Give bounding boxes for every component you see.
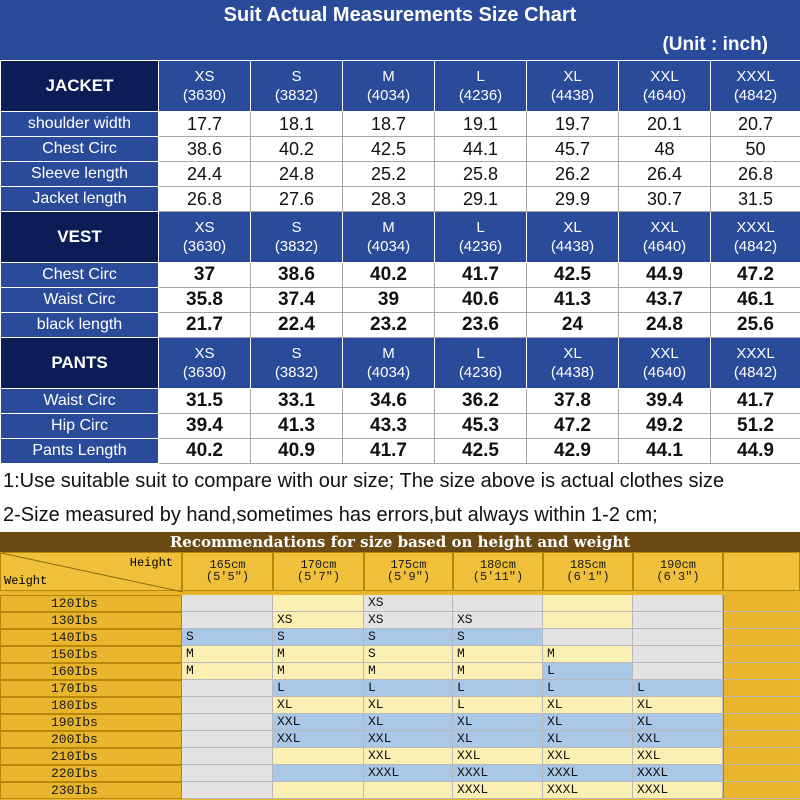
- measurement-value: 37: [159, 263, 251, 288]
- measurement-value: 44.9: [711, 439, 800, 464]
- height-ft: (6'1"): [566, 570, 610, 584]
- height-header-cell: [453, 552, 543, 591]
- size-recommendation-cell: XXL: [453, 748, 543, 765]
- size-code: (4034): [366, 364, 411, 381]
- measurement-value: 42.9: [527, 439, 619, 464]
- empty-trailing-cell: [723, 663, 800, 680]
- measurement-value: 30.7: [619, 187, 711, 212]
- size-recommendation-cell: XL: [364, 714, 453, 731]
- size-recommendation-cell: XXL: [633, 748, 723, 765]
- measurement-label: Hip Circ: [1, 414, 159, 439]
- measurement-value: 28.3: [343, 187, 435, 212]
- empty-trailing-cell: [723, 595, 800, 612]
- measurement-value: 20.1: [619, 112, 711, 137]
- size-recommendation-cell: [273, 748, 364, 765]
- size-name: XXL: [650, 68, 679, 85]
- size-recommendation-cell: XXXL: [543, 782, 633, 799]
- size-code: (4236): [458, 238, 503, 255]
- size-recommendation-cell: S: [273, 629, 364, 646]
- size-name: XS: [194, 68, 215, 85]
- size-recommendation-cell: XS: [364, 612, 453, 629]
- measurement-value: 26.2: [527, 162, 619, 187]
- size-name: XXL: [650, 345, 679, 362]
- size-recommendation-cell: [182, 595, 273, 612]
- size-recommendation-cell: XL: [633, 697, 723, 714]
- measurement-label: Chest Circ: [1, 137, 159, 162]
- height-ft: (5'11"): [472, 570, 524, 584]
- size-header-cell: [711, 338, 800, 389]
- size-header-cell: [711, 212, 800, 263]
- size-header-cell: [159, 338, 251, 389]
- size-recommendation-cell: [182, 680, 273, 697]
- size-recommendation-cell: [364, 782, 453, 799]
- measurement-value: 37.8: [527, 389, 619, 414]
- size-name: XL: [563, 68, 582, 85]
- measurement-value: 18.7: [343, 112, 435, 137]
- measurement-value: 24: [527, 313, 619, 338]
- size-name: M: [382, 345, 395, 362]
- weight-label: 200Ibs: [0, 731, 182, 748]
- size-code: (4842): [733, 87, 778, 104]
- size-code: (4438): [550, 238, 595, 255]
- size-recommendation-cell: [453, 595, 543, 612]
- size-name: L: [476, 219, 485, 236]
- size-header-cell: [527, 61, 619, 112]
- size-recommendation-cell: XL: [453, 714, 543, 731]
- measurement-table: [0, 60, 800, 464]
- measurement-value: 45.3: [435, 414, 527, 439]
- measurement-value: 40.2: [251, 137, 343, 162]
- size-recommendation-cell: [182, 714, 273, 731]
- size-header-cell: [343, 61, 435, 112]
- size-name: XS: [194, 219, 215, 236]
- size-name: M: [382, 68, 395, 85]
- height-cm: 165cm: [209, 558, 246, 572]
- size-recommendation-cell: M: [273, 663, 364, 680]
- measurement-value: 44.1: [435, 137, 527, 162]
- size-recommendation-cell: M: [364, 663, 453, 680]
- measurement-value: 23.2: [343, 313, 435, 338]
- measurement-value: 31.5: [711, 187, 800, 212]
- size-name: L: [476, 68, 485, 85]
- size-code: (4640): [642, 238, 687, 255]
- height-ft: (5'7"): [296, 570, 341, 584]
- measurement-value: 41.7: [711, 389, 800, 414]
- measurement-value: 22.4: [251, 313, 343, 338]
- empty-trailing-cell: [723, 697, 800, 714]
- height-cm: 190cm: [659, 558, 696, 572]
- measurement-value: 24.8: [619, 313, 711, 338]
- size-code: (3832): [274, 364, 319, 381]
- size-recommendation-cell: M: [182, 646, 273, 663]
- note-measurement-error: 2-Size measured by hand,sometimes has errors,but always within 1-2 cm;: [3, 504, 658, 526]
- measurement-value: 41.3: [251, 414, 343, 439]
- size-recommendation-cell: L: [364, 680, 453, 697]
- measurement-value: 27.6: [251, 187, 343, 212]
- weight-label: 140Ibs: [0, 629, 182, 646]
- size-recommendation-cell: [182, 612, 273, 629]
- size-recommendation-cell: S: [364, 629, 453, 646]
- size-recommendation-cell: L: [543, 663, 633, 680]
- size-recommendation-cell: S: [453, 629, 543, 646]
- measurement-value: 51.2: [711, 414, 800, 439]
- size-recommendation-cell: L: [273, 680, 364, 697]
- weight-label: 220Ibs: [0, 765, 182, 782]
- size-recommendation-cell: XXXL: [453, 765, 543, 782]
- height-ft: (5'5"): [205, 570, 250, 584]
- measurement-value: 48: [619, 137, 711, 162]
- measurement-value: 38.6: [251, 263, 343, 288]
- weight-label: 160Ibs: [0, 663, 182, 680]
- height-ft: (5'9"): [386, 570, 431, 584]
- size-recommendation-cell: XL: [453, 731, 543, 748]
- size-code: (4236): [458, 364, 503, 381]
- measurement-value: 43.3: [343, 414, 435, 439]
- weight-label: 210Ibs: [0, 748, 182, 765]
- height-axis-label: Height: [129, 556, 173, 570]
- size-header-cell: [251, 212, 343, 263]
- measurement-value: 39.4: [619, 389, 711, 414]
- measurement-value: 46.1: [711, 288, 800, 313]
- empty-trailing-cell: [723, 714, 800, 731]
- measurement-value: 25.6: [711, 313, 800, 338]
- size-recommendation-cell: [273, 782, 364, 799]
- measurement-row: [1, 313, 800, 338]
- empty-trailing-cell: [723, 612, 800, 629]
- measurement-row: [1, 187, 800, 212]
- empty-trailing-cell: [723, 765, 800, 782]
- measurement-value: 41.7: [343, 439, 435, 464]
- height-cm: 170cm: [300, 558, 337, 572]
- size-recommendation-cell: XL: [543, 714, 633, 731]
- height-header-cell: [633, 552, 723, 591]
- measurement-value: 40.2: [343, 263, 435, 288]
- size-code: (4034): [366, 238, 411, 255]
- measurement-value: 39.4: [159, 414, 251, 439]
- measurement-value: 44.1: [619, 439, 711, 464]
- size-recommendation-cell: XXXL: [633, 782, 723, 799]
- size-name: XXXL: [736, 345, 775, 362]
- weight-label: 190Ibs: [0, 714, 182, 731]
- recommendation-title: Recommendations for size based on height and weight: [0, 532, 800, 552]
- size-recommendation-cell: S: [182, 629, 273, 646]
- size-recommendation-cell: M: [182, 663, 273, 680]
- size-code: (3832): [274, 238, 319, 255]
- empty-trailing-cell: [723, 646, 800, 663]
- size-recommendation-cell: L: [453, 680, 543, 697]
- measurement-value: 39: [343, 288, 435, 313]
- size-recommendation-cell: XL: [273, 697, 364, 714]
- height-header-cell: [182, 552, 273, 591]
- size-recommendation-cell: XL: [633, 714, 723, 731]
- measurement-value: 38.6: [159, 137, 251, 162]
- size-name: XXXL: [736, 68, 775, 85]
- section-header-row: [1, 61, 800, 112]
- measurement-label: Sleeve length: [1, 162, 159, 187]
- size-header-cell: [619, 212, 711, 263]
- size-code: (4842): [733, 364, 778, 381]
- size-recommendation-cell: M: [453, 663, 543, 680]
- measurement-value: 43.7: [619, 288, 711, 313]
- size-recommendation-cell: XXL: [273, 714, 364, 731]
- measurement-value: 49.2: [619, 414, 711, 439]
- height-header-cell: [364, 552, 453, 591]
- size-name: XS: [194, 345, 215, 362]
- measurement-value: 26.8: [159, 187, 251, 212]
- measurement-row: [1, 112, 800, 137]
- size-header-cell: [343, 212, 435, 263]
- size-recommendation-cell: [543, 595, 633, 612]
- section-title-pants: PANTS: [1, 338, 159, 389]
- size-recommendation-cell: XXL: [633, 731, 723, 748]
- size-recommendation-cell: [633, 595, 723, 612]
- size-code: (4842): [733, 238, 778, 255]
- size-recommendation-cell: L: [633, 680, 723, 697]
- height-cm: 180cm: [479, 558, 516, 572]
- size-recommendation-cell: [182, 731, 273, 748]
- measurement-value: 33.1: [251, 389, 343, 414]
- size-recommendation-cell: [543, 629, 633, 646]
- size-recommendation-cell: XXXL: [453, 782, 543, 799]
- size-header-cell: [251, 61, 343, 112]
- size-header-cell: [435, 61, 527, 112]
- weight-label: 170Ibs: [0, 680, 182, 697]
- measurement-value: 24.4: [159, 162, 251, 187]
- measurement-value: 17.7: [159, 112, 251, 137]
- size-code: (4034): [366, 87, 411, 104]
- measurement-row: [1, 263, 800, 288]
- chart-header: [0, 0, 800, 60]
- measurement-value: 40.2: [159, 439, 251, 464]
- size-recommendation-cell: [633, 629, 723, 646]
- size-code: (3630): [182, 238, 227, 255]
- size-name: XXL: [650, 219, 679, 236]
- measurement-value: 44.9: [619, 263, 711, 288]
- measurement-value: 25.2: [343, 162, 435, 187]
- height-cm: 185cm: [569, 558, 606, 572]
- measurement-row: [1, 137, 800, 162]
- size-recommendation-cell: M: [273, 646, 364, 663]
- size-recommendation-cell: M: [453, 646, 543, 663]
- measurement-value: 45.7: [527, 137, 619, 162]
- size-recommendation-cell: [182, 782, 273, 799]
- size-recommendation-cell: XXL: [543, 748, 633, 765]
- size-recommendation-cell: [182, 765, 273, 782]
- weight-label: 150Ibs: [0, 646, 182, 663]
- size-recommendation-cell: XXL: [364, 731, 453, 748]
- measurement-row: [1, 439, 800, 464]
- size-header-cell: [619, 338, 711, 389]
- empty-trailing-cell: [723, 629, 800, 646]
- size-header-cell: [159, 212, 251, 263]
- measurement-value: 50: [711, 137, 800, 162]
- empty-header-cell: [723, 552, 800, 591]
- measurement-label: Waist Circ: [1, 389, 159, 414]
- measurement-value: 34.6: [343, 389, 435, 414]
- measurement-label: Jacket length: [1, 187, 159, 212]
- measurement-value: 21.7: [159, 313, 251, 338]
- size-recommendation-cell: XXXL: [364, 765, 453, 782]
- measurement-label: black length: [1, 313, 159, 338]
- measurement-label: Chest Circ: [1, 263, 159, 288]
- measurement-value: 47.2: [711, 263, 800, 288]
- size-name: S: [291, 68, 302, 85]
- size-code: (3630): [182, 87, 227, 104]
- size-name: XL: [563, 345, 582, 362]
- size-code: (3630): [182, 364, 227, 381]
- size-name: S: [291, 219, 302, 236]
- weight-label: 120Ibs: [0, 595, 182, 612]
- size-header-cell: [159, 61, 251, 112]
- size-name: L: [476, 345, 485, 362]
- size-header-cell: [435, 212, 527, 263]
- size-recommendation-cell: XXL: [273, 731, 364, 748]
- measurement-label: Pants Length: [1, 439, 159, 464]
- size-recommendation-cell: XS: [453, 612, 543, 629]
- empty-trailing-cell: [723, 782, 800, 799]
- size-code: (4236): [458, 87, 503, 104]
- size-recommendation-cell: [182, 748, 273, 765]
- measurement-value: 35.8: [159, 288, 251, 313]
- size-recommendation-cell: XXXL: [633, 765, 723, 782]
- measurement-value: 19.7: [527, 112, 619, 137]
- size-recommendation-cell: [633, 663, 723, 680]
- measurement-value: 40.6: [435, 288, 527, 313]
- size-recommendation-cell: XL: [543, 731, 633, 748]
- measurement-value: 18.1: [251, 112, 343, 137]
- size-header-cell: [343, 338, 435, 389]
- size-recommendation-cell: XS: [364, 595, 453, 612]
- measurement-row: [1, 162, 800, 187]
- measurement-value: 40.9: [251, 439, 343, 464]
- size-recommendation-cell: [543, 612, 633, 629]
- note-actual-size: 1:Use suitable suit to compare with our size; The size above is actual clothes size: [3, 470, 725, 492]
- measurement-value: 41.7: [435, 263, 527, 288]
- measurement-row: [1, 414, 800, 439]
- section-header-row: [1, 212, 800, 263]
- size-name: XXXL: [736, 219, 775, 236]
- size-name: XL: [563, 219, 582, 236]
- height-cm: 175cm: [390, 558, 427, 572]
- measurement-value: 41.3: [527, 288, 619, 313]
- size-recommendation-cell: S: [364, 646, 453, 663]
- size-code: (3832): [274, 87, 319, 104]
- measurement-value: 37.4: [251, 288, 343, 313]
- size-code: (4640): [642, 364, 687, 381]
- measurement-value: 36.2: [435, 389, 527, 414]
- section-title-jacket: JACKET: [1, 61, 159, 112]
- size-recommendation-cell: XXXL: [543, 765, 633, 782]
- section-title-vest: VEST: [1, 212, 159, 263]
- size-recommendation-cell: M: [543, 646, 633, 663]
- height-header-cell: [273, 552, 364, 591]
- measurement-label: shoulder width: [1, 112, 159, 137]
- size-recommendation-cell: XL: [543, 697, 633, 714]
- weight-label: 130Ibs: [0, 612, 182, 629]
- measurement-label: Waist Circ: [1, 288, 159, 313]
- weight-label: 230Ibs: [0, 782, 182, 799]
- size-recommendation-cell: XL: [364, 697, 453, 714]
- size-header-cell: [527, 338, 619, 389]
- size-code: (4640): [642, 87, 687, 104]
- measurement-value: 19.1: [435, 112, 527, 137]
- measurement-value: 42.5: [527, 263, 619, 288]
- empty-trailing-cell: [723, 680, 800, 697]
- empty-trailing-cell: [723, 731, 800, 748]
- size-header-cell: [527, 212, 619, 263]
- size-code: (4438): [550, 364, 595, 381]
- recommendation-table: [0, 532, 800, 800]
- measurement-value: 42.5: [435, 439, 527, 464]
- measurement-value: 31.5: [159, 389, 251, 414]
- size-header-cell: [619, 61, 711, 112]
- weight-axis-label: Weight: [4, 574, 48, 588]
- size-code: (4438): [550, 87, 595, 104]
- size-recommendation-cell: [633, 646, 723, 663]
- section-header-row: [1, 338, 800, 389]
- size-recommendation-cell: XS: [273, 612, 364, 629]
- size-recommendation-cell: [633, 612, 723, 629]
- height-weight-corner: [0, 552, 182, 591]
- size-header-cell: [711, 61, 800, 112]
- measurement-value: 42.5: [343, 137, 435, 162]
- size-recommendation-cell: [273, 765, 364, 782]
- measurement-value: 29.1: [435, 187, 527, 212]
- unit-label: (Unit : inch): [662, 34, 768, 55]
- size-recommendation-cell: L: [543, 680, 633, 697]
- size-header-cell: [435, 338, 527, 389]
- measurement-value: 26.8: [711, 162, 800, 187]
- measurement-value: 20.7: [711, 112, 800, 137]
- size-recommendation-cell: [273, 595, 364, 612]
- measurement-value: 25.8: [435, 162, 527, 187]
- height-ft: (6'3"): [656, 570, 700, 584]
- measurement-row: [1, 389, 800, 414]
- measurement-value: 47.2: [527, 414, 619, 439]
- size-header-cell: [251, 338, 343, 389]
- weight-label: 180Ibs: [0, 697, 182, 714]
- measurement-value: 24.8: [251, 162, 343, 187]
- measurement-row: [1, 288, 800, 313]
- empty-trailing-cell: [723, 748, 800, 765]
- size-recommendation-cell: XXL: [364, 748, 453, 765]
- measurement-value: 23.6: [435, 313, 527, 338]
- size-name: S: [291, 345, 302, 362]
- size-name: M: [382, 219, 395, 236]
- size-recommendation-cell: L: [453, 697, 543, 714]
- measurement-value: 29.9: [527, 187, 619, 212]
- measurement-value: 26.4: [619, 162, 711, 187]
- height-header-cell: [543, 552, 633, 591]
- size-recommendation-cell: [182, 697, 273, 714]
- chart-title: Suit Actual Measurements Size Chart: [223, 4, 577, 26]
